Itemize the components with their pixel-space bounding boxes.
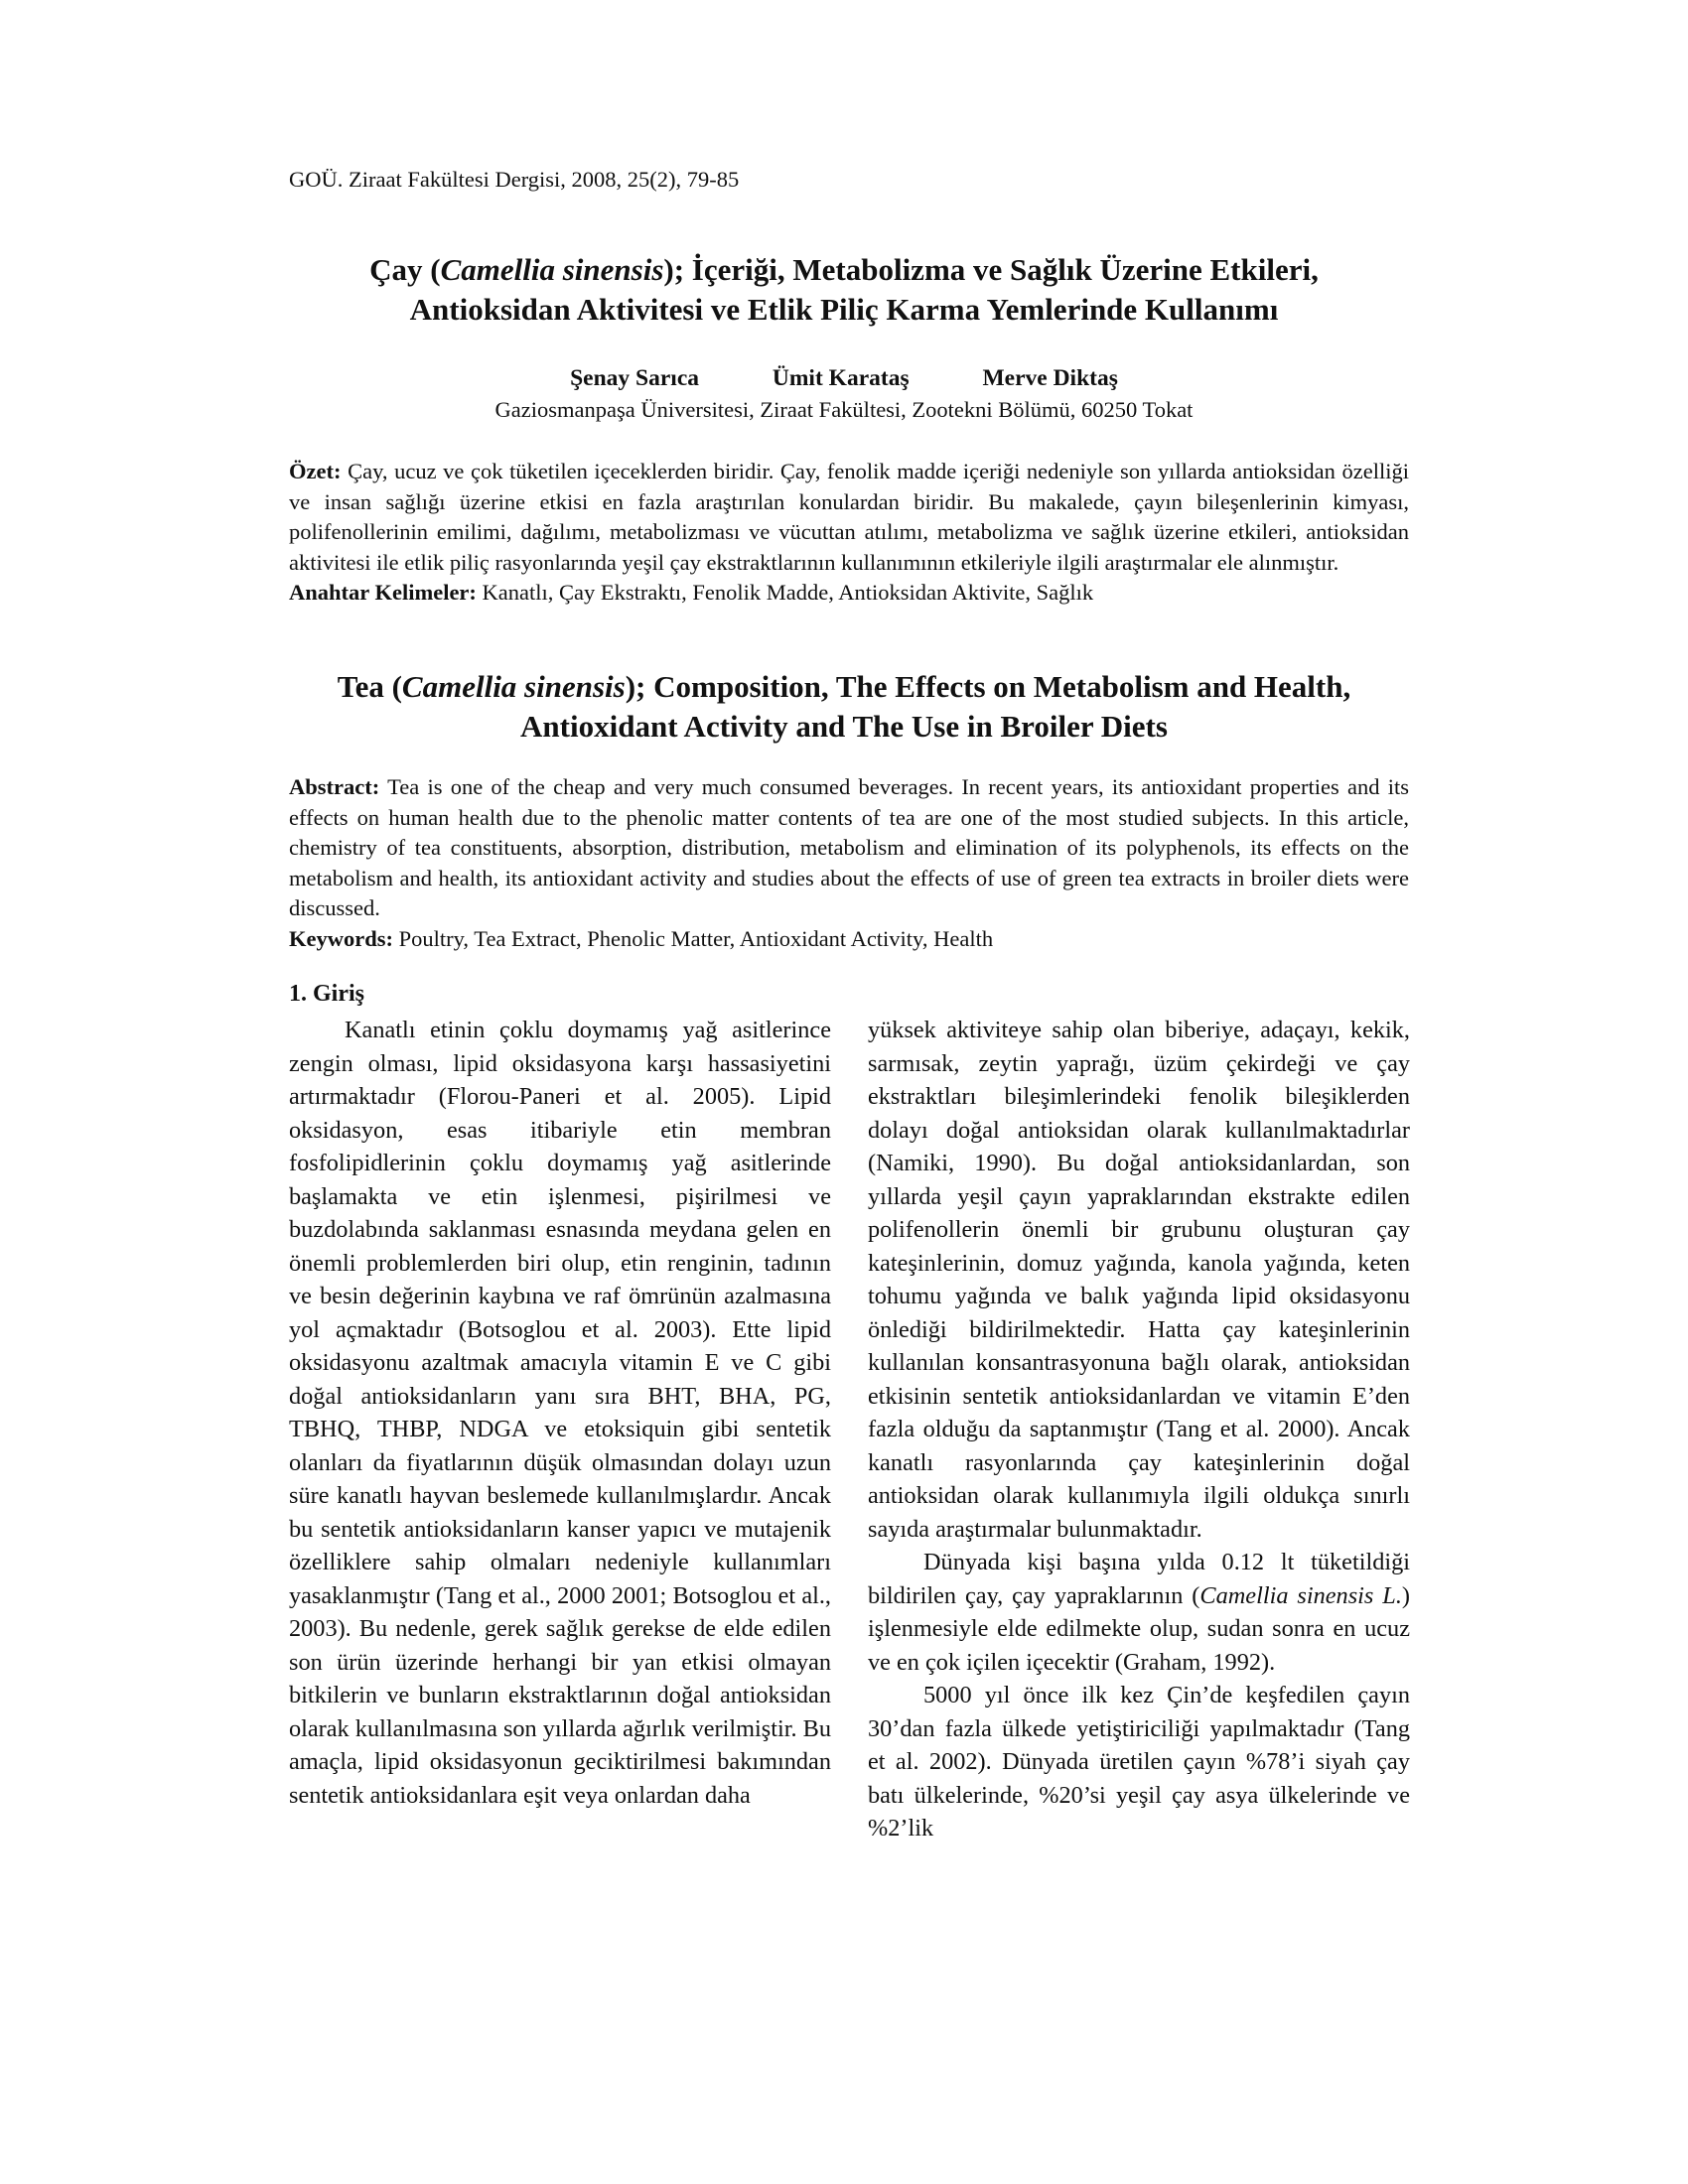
running-head: GOÜ. Ziraat Fakültesi Dergisi, 2008, 25(2), 79-85 [289, 167, 740, 192]
turkish-keywords-text: Kanatlı, Çay Ekstraktı, Fenolik Madde, Antioksidan Aktivite, Sağlık [476, 580, 1094, 605]
author-name: Şenay Sarıca [570, 365, 700, 391]
author-name: Ümit Karataş [772, 365, 910, 391]
english-keywords-text: Poultry, Tea Extract, Phenolic Matter, Antioxidant Activity, Health [393, 925, 994, 951]
species-name: Camellia sinensis L. [1199, 1581, 1402, 1609]
english-title-line1: Tea (Camellia sinensis); Composition, The Effects on Metabolism and Health, [337, 669, 1351, 704]
turkish-keywords [289, 578, 1409, 609]
abstract-label: Abstract: [289, 774, 380, 799]
ozet-paragraph [289, 457, 1409, 578]
english-title-line2: Antioxidant Activity and The Use in Broiler Diets [520, 709, 1168, 744]
english-title [228, 667, 1460, 747]
turkish-title [228, 250, 1460, 330]
ozet-label: Özet: [289, 459, 342, 483]
author-list [228, 365, 1460, 392]
body-paragraph: yüksek aktiviteye sahip olan biberiye, adaçayı, kekik, sarmısak, zeytin yaprağı, üzüm çekirdeği ve çay ekstraktları bileşimlerindeki fenolik bileşiklerden dolayı doğal antioksidan olarak kullanılmaktadırlar (Namiki, 1990). Bu doğal antioksidanlardan, son yıllarda yeşil çayın yapraklarından ekstrakte edilen polifenollerin önemli bir grubunu oluşturan çay kateşinlerinin, domuz yağında, kanola yağında, keten tohumu yağında ve balık yağında lipid oksidasyonu önlediği bildirilmektedir. Hatta çay kateşinlerinin kullanılan konsantrasyonuna bağlı olarak, antioksidan etkisinin sentetik antioksidanlardan ve vitamin E’den fazla olduğu da saptanmıştır (Tang et al. 2000). Ancak kanatlı rasyonlarında çay kateşinlerinin doğal antioksidan olarak kullanımıyla ilgili oldukça sınırlı sayıda araştırmalar bulunmaktadır. [868, 1017, 1410, 1543]
turkish-abstract [289, 457, 1409, 609]
abstract-text: Tea is one of the cheap and very much consumed beverages. In recent years, its antioxidant properties and its effects on human health due to the phenolic matter contents of tea are one of the most studied subjects. In this article, chemistry of tea constituents, absorption, distribution, metabolism and elimination of its polyphenols, its effects on the metabolism and health, its antioxidant activity and studies about the effects of use of green tea extracts in broiler diets were discussed. [289, 774, 1409, 920]
ozet-text: Çay, ucuz ve çok tüketilen içeceklerden biridir. Çay, fenolik madde içeriği nedeniyle son yıllarda antioksidan özelliği ve insan sağlığı üzerine etkisi en fazla araştırılan konulardan biridir. Bu makalede, çayın bileşenlerinin kimyası, polifenollerinin emilimi, dağılımı, metabolizması ve vücuttan atılımı, metabolizma ve sağlık üzerine etkileri, antioksidan aktivitesi ile etlik piliç rasyonlarında yeşil çay ekstraktlarının kullanımının etkileriyle ilgili araştırmalar ele alınmıştır. [289, 459, 1409, 575]
body-paragraph: Dünyada kişi başına yılda 0.12 lt tüketildiği bildirilen çay, çay yapraklarının (Camellia sinensis L.) işlenmesiyle elde edilmekte olup, sudan sonra en ucuz ve en çok içilen içecektir (Graham, 1992). [868, 1549, 1410, 1676]
english-abstract [289, 772, 1409, 954]
turkish-keywords-label: Anahtar Kelimeler: [289, 580, 477, 605]
section-heading: 1. Giriş [289, 981, 364, 1007]
english-keywords-label: Keywords: [289, 925, 393, 951]
turkish-title-line2: Antioksidan Aktivitesi ve Etlik Piliç Karma Yemlerinde Kullanımı [409, 292, 1279, 327]
body-column-right [868, 1014, 1410, 1845]
body-paragraph: 5000 yıl önce ilk kez Çin’de keşfedilen çayın 30’dan fazla ülkede yetiştiriciliği yapılmaktadır (Tang et al. 2002). Dünyada üretilen çayın %78’i siyah çay batı ülkelerinde, %20’si yeşil çay asya ülkelerinde ve %2’lik [868, 1682, 1410, 1842]
author-name: Merve Diktaş [982, 365, 1118, 391]
abstract-paragraph [289, 772, 1409, 924]
turkish-title-line1: Çay (Camellia sinensis); İçeriği, Metabolizma ve Sağlık Üzerine Etkileri, [369, 252, 1319, 287]
author-affiliation: Gaziosmanpaşa Üniversitesi, Ziraat Fakültesi, Zootekni Bölümü, 60250 Tokat [494, 397, 1194, 422]
body-paragraph: Kanatlı etinin çoklu doymamış yağ asitlerince zengin olması, lipid oksidasyona karşı hassasiyetini artırmaktadır (Florou-Paneri et al. 2005). Lipid oksidasyon, esas itibariyle etin membran fosfolipidlerinin çoklu doymamış yağ asitlerinde başlamakta ve etin işlenmesi, pişirilmesi ve buzdolabında saklanması esnasında meydana gelen en önemli problemlerden biri olup, etin renginin, tadının ve besin değerinin kaybına ve raf ömrünün azalmasına yol açmaktadır (Botsoglou et al. 2003). Ette lipid oksidasyonu azaltmak amacıyla vitamin E ve C gibi doğal antioksidanların yanı sıra BHT, BHA, PG, TBHQ, THBP, NDGA ve etoksiquin gibi sentetik olanları da fiyatlarının düşük olmasından dolayı uzun süre kanatlı hayvan beslemede kullanılmışlardır. Ancak bu sentetik antioksidanların kanser yapıcı ve mutajenik özelliklere sahip olmaları nedeniyle kullanımları yasaklanmıştır (Tang et al., 2000 2001; Botsoglou et al., 2003). Bu nedenle, gerek sağlık gerekse de elde edilen son ürün üzerinde herhangi bir yan etkisi olmayan bitkilerin ve bunların ekstraktlarının doğal antioksidan olarak kullanılmasına son yıllarda ağırlık verilmiştir. Bu amaçla, lipid oksidasyonun geciktirilmesi bakımından sentetik antioksidanlara eşit veya onlardan daha [289, 1017, 831, 1809]
body-column-left [289, 1014, 831, 1812]
english-keywords [289, 924, 1409, 955]
